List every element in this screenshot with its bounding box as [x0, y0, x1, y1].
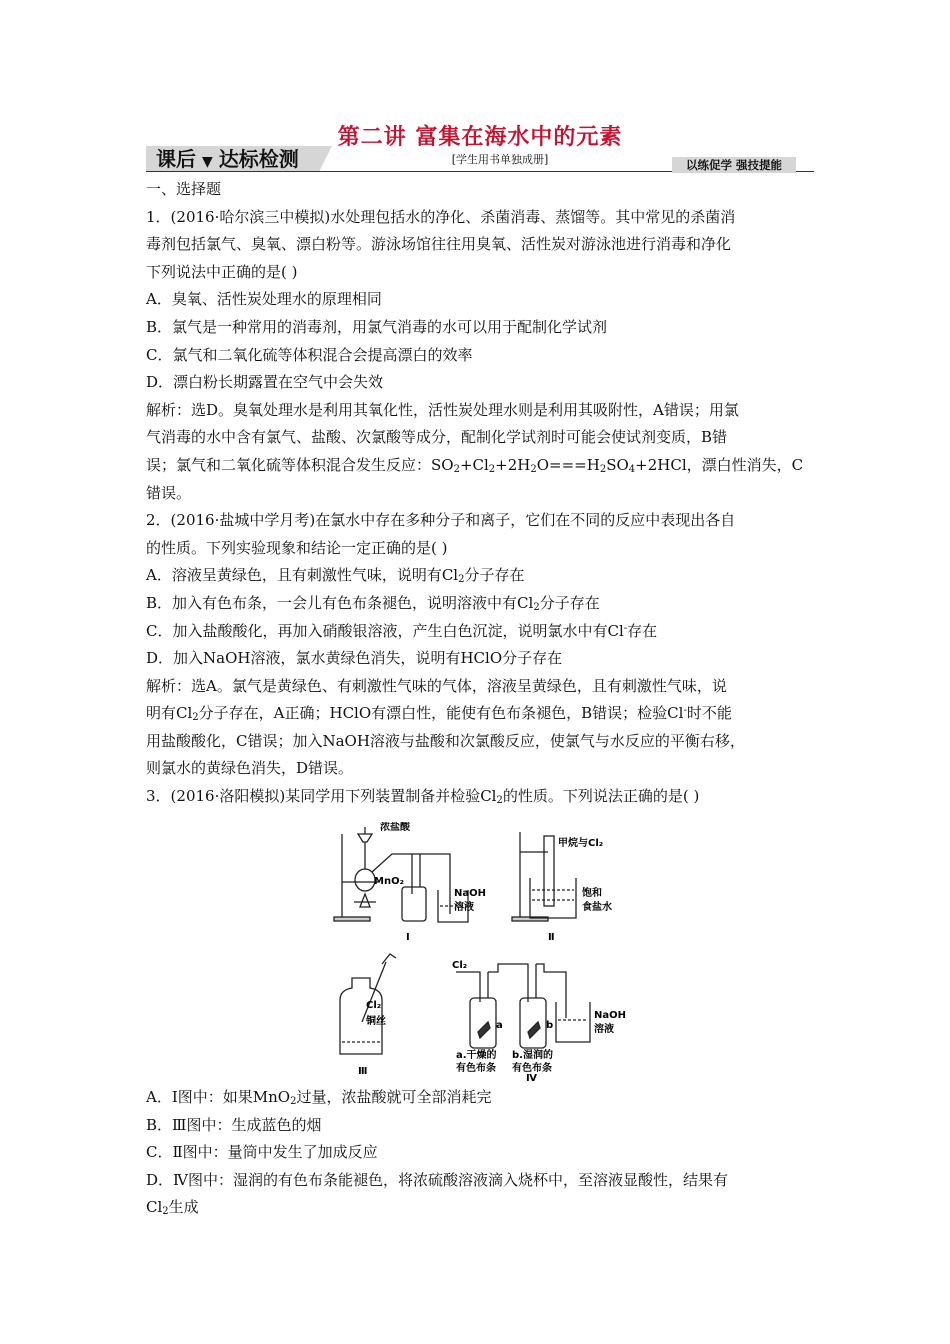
text-span: 存在 [627, 621, 658, 640]
text-span: +2HCl，漂白性消失，C [635, 455, 804, 474]
q2-answer-line: 解析：选A。氯气是黄绿色、有刺激性气味的气体，溶液呈黄绿色，且有刺激性气味，说 [146, 676, 727, 695]
label-naoh-1: NaOH [454, 888, 486, 899]
text-span: 生成 [168, 1198, 199, 1217]
label-naoh-1b: 溶液 [454, 902, 474, 913]
text-span: +2H [495, 455, 531, 474]
q1-option-d: D．漂白粉长期露置在空气中会失效 [146, 373, 384, 392]
section-heading: 一、选择题 [146, 180, 222, 198]
q3-option-d: D．Ⅳ图中：湿润的有色布条能褪色，将浓硫酸溶液滴入烧杯中，至溶液显酸性，结果有 [146, 1170, 729, 1189]
banner-left-label: 课后 [156, 147, 196, 171]
q1-answer-line: 气消毒的水中含有氯气、盐酸、次氯酸等成分，配制化学试剂时可能会使试剂变质，B错 [146, 428, 728, 447]
subscript: 2 [453, 463, 460, 475]
q2-option-d: D．加入NaOH溶液，氯水黄绿色消失，说明有HClO分子存在 [146, 649, 563, 668]
label-iv: Ⅳ [526, 1073, 537, 1082]
text-span: 误；氯气和二氧化硫等体积混合发生反应：SO [146, 455, 454, 474]
label-wet-1: b.湿润的 [512, 1050, 553, 1061]
q2-answer-line: 用盐酸酸化，C错误；加入NaOH溶液与盐酸和次氯酸反应，使氯气与水反应的平衡右移， [146, 731, 745, 750]
page-title: 第二讲 富集在海水中的元素 [337, 125, 623, 150]
subscript: 2 [533, 601, 540, 613]
subscript: 2 [530, 463, 537, 475]
text-span: A．Ⅰ图中：如果MnO [146, 1088, 291, 1106]
label-i: Ⅰ [406, 932, 410, 943]
q3-stem-line [146, 783, 814, 811]
q3-option-c: C．Ⅱ图中：量筒中发生了加成反应 [146, 1143, 378, 1162]
q1-stem-line: 下列说法中正确的是( ) [146, 262, 298, 281]
q1-answer-line [146, 452, 814, 480]
triangle-down-icon: ▼ [202, 154, 213, 170]
superscript: - [683, 705, 687, 717]
q2-stem-line: 的性质。下列实验现象和结论一定正确的是( ) [146, 538, 448, 557]
label-dry-2: 有色布条 [456, 1063, 496, 1074]
apparatus-diagram [330, 822, 650, 1082]
text-span: 分子存在，A正确；HClO有漂白性，能使有色布条褪色，B错误；检验Cl [198, 704, 684, 723]
subscript: 2 [458, 574, 465, 586]
text-span: 明有Cl [146, 704, 193, 723]
text-span: Cl [146, 1198, 163, 1217]
question-content [146, 176, 814, 811]
label-methane: 甲烷与Cl₂ [558, 838, 604, 849]
q1-stem-line: 1．(2016·哈尔滨三中模拟)水处理包括水的净化、杀菌消毒、蒸馏等。其中常见的杀菌消 [146, 207, 736, 226]
q2-answer-line [146, 700, 814, 728]
q3-option-a [146, 1084, 814, 1112]
label-iii: Ⅲ [358, 1066, 368, 1077]
label-brine-1: 饱和 [582, 888, 602, 899]
q2-option-a [146, 562, 814, 590]
label-b: b [546, 1020, 554, 1031]
q3-option-d-cont [146, 1194, 814, 1222]
banner-text [156, 146, 299, 172]
text-span: SO [606, 455, 629, 474]
label-wet-2: 有色布条 [512, 1063, 552, 1074]
text-span: 3．(2016·洛阳模拟)某同学用下列装置制备并检验Cl [146, 787, 497, 806]
text-span: +Cl [459, 455, 489, 474]
subscript: 2 [290, 1096, 297, 1107]
label-dry-1: a.干燥的 [456, 1050, 497, 1061]
text-span: 时不能 [686, 704, 732, 723]
banner-right-label: 达标检测 [218, 147, 299, 171]
label-a: a [496, 1020, 503, 1031]
superscript: - [623, 622, 628, 634]
booklet-note: [学生用书单独成册] [451, 153, 549, 166]
subscript: 2 [496, 795, 503, 807]
text-span: 分子存在 [539, 593, 600, 612]
q2-option-b [146, 590, 814, 618]
q1-answer-line: 错误。 [146, 483, 192, 502]
text-span: A．溶液呈黄绿色，且有刺激性气味，说明有Cl [146, 566, 459, 585]
subscript: 2 [162, 1206, 169, 1218]
q3-option-b: B．Ⅲ图中：生成蓝色的烟 [146, 1115, 322, 1134]
label-naoh-2: NaOH [594, 1010, 626, 1021]
label-naoh-2b: 溶液 [594, 1024, 614, 1035]
section-banner [146, 146, 346, 172]
apparatus-figure [330, 822, 650, 1082]
q2-stem-line: 2．(2016·盐城中学月考)在氯水中存在多种分子和离子，它们在不同的反应中表现出各自 [146, 511, 736, 530]
label-cl2-inlet: Cl₂ [452, 960, 468, 971]
subscript: 4 [628, 463, 636, 475]
text-span: 分子存在 [464, 566, 525, 585]
subscript: 2 [488, 463, 496, 475]
motto-tag: 以练促学 强技提能 [672, 157, 796, 173]
q1-option-b: B．氯气是一种常用的消毒剂，用氯气消毒的水可以用于配制化学试剂 [146, 317, 608, 336]
text-span: B．加入有色布条，一会儿有色布条褪色，说明溶液中有Cl [146, 593, 534, 612]
q3-options [146, 1084, 814, 1222]
q1-stem-line: 毒剂包括氯气、臭氧、漂白粉等。游泳场馆往往用臭氧、活性炭对游泳池进行消毒和净化 [146, 235, 732, 254]
text-span: 的性质。下列说法正确的是( ) [502, 787, 700, 806]
label-brine-2: 食盐水 [582, 902, 612, 913]
text-span: O===H [536, 455, 600, 474]
q2-answer-line: 则氯水的黄绿色消失，D错误。 [146, 759, 354, 778]
q1-option-a: A．臭氧、活性炭处理水的原理相同 [146, 290, 382, 309]
text-span: 过量，浓盐酸就可全部消耗完 [296, 1088, 492, 1106]
subscript: 2 [192, 712, 199, 724]
label-mno2: MnO₂ [374, 876, 404, 887]
label-conc-hcl: 浓盐酸 [380, 822, 410, 833]
label-cl2: Cl₂ [366, 1000, 382, 1011]
text-span: C．加入盐酸酸化，再加入硝酸银溶液，产生白色沉淀，说明氯水中有Cl [146, 621, 624, 640]
q1-answer-line: 解析：选D。臭氧处理水是利用其氧化性，活性炭处理水则是利用其吸附性，A错误；用氯 [146, 400, 739, 419]
q2-option-c [146, 618, 814, 646]
label-copper: 铜丝 [366, 1016, 386, 1027]
q1-option-c: C．氯气和二氧化硫等体积混合会提高漂白的效率 [146, 345, 473, 364]
label-ii: Ⅱ [548, 932, 555, 943]
subscript: 2 [599, 463, 607, 475]
